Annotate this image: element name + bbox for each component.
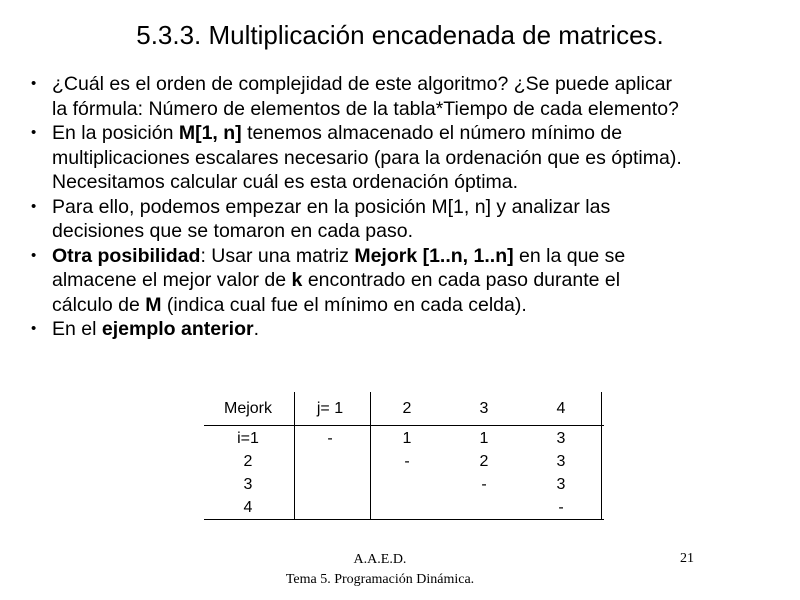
- bullet-line: [52, 72, 682, 97]
- bullet-dot-icon: •: [31, 124, 37, 141]
- table-cell: -: [558, 499, 564, 516]
- bold-text-run: k: [291, 269, 303, 291]
- table-column-header: 2: [402, 400, 412, 417]
- bullet-line: [52, 317, 682, 342]
- text-run: ¿Cuál es el orden de complejidad de este algoritmo? ¿Se puede aplicar: [52, 73, 673, 95]
- text-run: en la que se: [513, 244, 626, 267]
- table-column-header: 3: [479, 400, 489, 417]
- table-cell: 1: [479, 430, 489, 447]
- text-run: la fórmula: Número de elementos de la tabla*Tiempo de cada elemento?: [52, 97, 679, 120]
- table-cell: 3: [556, 453, 566, 470]
- bold-text-run: ejemplo anterior: [101, 318, 254, 340]
- text-run: cálculo de: [52, 293, 146, 316]
- table-cell: -: [481, 476, 487, 493]
- bold-text-run: M: [145, 293, 162, 316]
- table-row-header: i=1: [237, 430, 259, 447]
- bullet-item: [0, 72, 682, 121]
- bold-text-run: Otra posibilidad: [52, 244, 201, 267]
- footer-topic: Tema 5. Programación Dinámica.: [285, 572, 475, 587]
- bold-text-run: Mejork [1..n, 1..n]: [354, 244, 514, 267]
- text-run: encontrado en cada paso durante el: [302, 269, 621, 291]
- table-row-header: 4: [243, 499, 253, 516]
- bullet-dot-icon: •: [31, 75, 37, 92]
- bullet-line: [52, 97, 682, 122]
- table-column-divider: [370, 392, 371, 520]
- bullet-line: [52, 244, 682, 269]
- text-run: almacene el mejor valor de: [52, 269, 292, 291]
- table-cell: -: [327, 430, 333, 447]
- text-run: (indica cual fue el mínimo en cada celda).: [161, 293, 527, 316]
- page-number: 21: [680, 551, 694, 566]
- bold-text-run: M[1, n]: [178, 122, 242, 144]
- table-header-rule: [204, 425, 604, 426]
- slide-title: 5.3.3. Multiplicación encadenada de matrices.: [136, 20, 664, 50]
- bullet-line: [52, 170, 682, 195]
- table-cell: -: [404, 453, 410, 470]
- bullet-item: [0, 244, 682, 318]
- table-row-header: 2: [243, 453, 253, 470]
- text-run: En la posición: [52, 122, 179, 144]
- bullet-line: [52, 195, 682, 220]
- text-run: decisiones que se tomaron en cada paso.: [52, 220, 413, 242]
- text-run: Necesitamos calcular cuál es esta ordenación óptima.: [52, 171, 519, 193]
- bullet-line: [52, 121, 682, 146]
- bullet-line: [52, 219, 682, 244]
- bullet-line: [52, 146, 682, 171]
- bullet-dot-icon: •: [31, 197, 37, 215]
- bullet-item: [0, 121, 682, 195]
- bullet-dot-icon: •: [31, 246, 37, 264]
- footer-course: A.A.E.D.: [353, 552, 407, 567]
- text-run: tenemos almacenado el número mínimo de: [241, 122, 623, 144]
- table-right-edge: [601, 392, 602, 520]
- table-row-header-divider: [294, 392, 295, 520]
- table-cell: 1: [402, 430, 412, 447]
- table-cell: 2: [479, 453, 489, 470]
- table-column-header: j= 1: [316, 400, 344, 417]
- text-run: : Usar una matriz: [200, 244, 355, 267]
- table-cell: 3: [556, 430, 566, 447]
- bullet-list: [0, 72, 682, 342]
- mejork-table: [204, 392, 604, 520]
- text-run: .: [253, 318, 260, 340]
- table-cell: 3: [556, 476, 566, 493]
- bullet-line: [52, 293, 682, 318]
- table-row-header: 3: [243, 476, 253, 493]
- text-run: Para ello, podemos empezar en la posición M[1, n] y analizar las: [52, 195, 611, 218]
- bullet-line: [52, 268, 682, 293]
- table-corner-header: Mejork: [223, 400, 272, 417]
- text-run: En el: [52, 318, 102, 340]
- bullet-dot-icon: •: [31, 320, 37, 337]
- bullet-item: [0, 195, 682, 244]
- table-column-header: 4: [556, 400, 566, 417]
- bullet-item: [0, 317, 682, 342]
- text-run: multiplicaciones escalares necesario (para la ordenación que es óptima).: [52, 146, 682, 169]
